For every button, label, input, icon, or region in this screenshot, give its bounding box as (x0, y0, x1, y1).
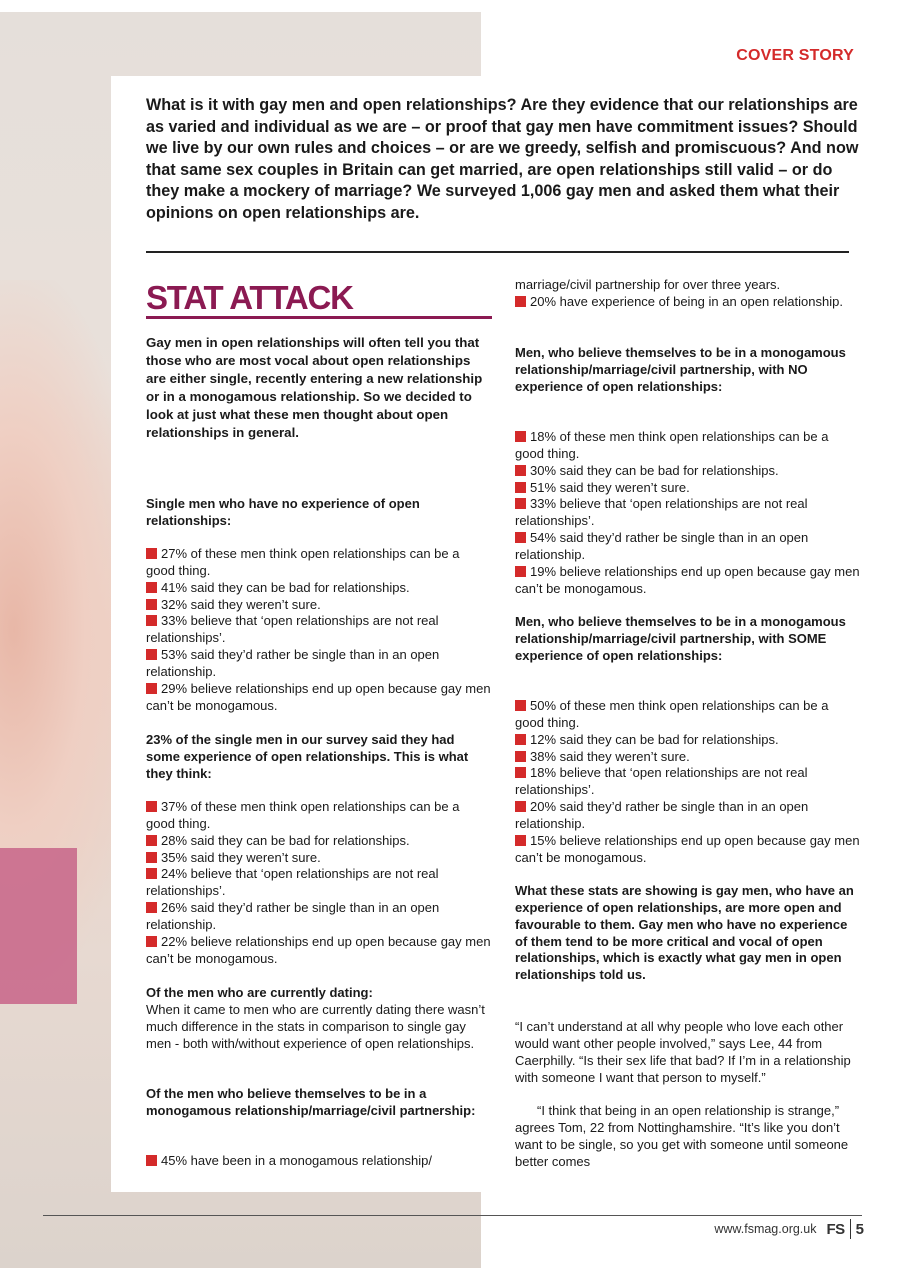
stat-item: 12% said they can be bad for relationships. (515, 732, 860, 749)
stat-item: 27% of these men think open relationships can be a good thing. (146, 546, 460, 578)
bullet-square-icon (146, 599, 157, 610)
section-heading-dating: Of the men who are currently dating: (146, 985, 373, 1000)
stat-item: 41% said they can be bad for relationships. (146, 580, 491, 597)
section-heading-single-some: 23% of the single men in our survey said they had some experience of open relationships. This is what they think: (146, 732, 469, 781)
bullet-square-icon (515, 751, 526, 762)
section-heading-monogamous: Of the men who believe themselves to be in a monogamous relationship/marriage/civil partnership: (146, 1086, 476, 1118)
stat-item: 30% said they can be bad for relationships. (515, 463, 860, 480)
stat-item: 35% said they weren’t sure. (146, 850, 491, 867)
stat-item: 37% of these men think open relationships can be a good thing. (146, 799, 460, 831)
footer-url: www.fsmag.org.uk (714, 1222, 817, 1236)
bullet-square-icon (515, 734, 526, 745)
page-number: 5 (855, 1220, 864, 1238)
footer-divider (43, 1215, 862, 1216)
bullet-square-icon (515, 767, 526, 778)
conclusion-paragraph: What these stats are showing is gay men, who have an experience of open relationships, are more open and favourable to them. Gay men who have no experience of them tend to be more critical and vocal of open relationships, which is exactly what gay men in open relationships told us. (515, 883, 854, 983)
lead-paragraph: Gay men in open relationships will often tell you that those who are most vocal about open relationships are either single, recently entering a new relationship or in a monogamous relationship. So we decided to look at just what these men thought about open relationships in general. (146, 335, 483, 440)
bullet-square-icon (515, 566, 526, 577)
bullet-square-icon (146, 1155, 157, 1166)
bullet-square-icon (146, 801, 157, 812)
section-label: COVER STORY (736, 47, 854, 64)
stat-item: 32% said they weren’t sure. (146, 597, 491, 614)
article-title: STAT ATTACK (146, 279, 353, 316)
intro-standfirst: What is it with gay men and open relationships? Are they evidence that our relationships are as varied and individual as we are – or proof that gay men have commitment issues? Should we live by our own rules and choices – or are we greedy, selfish and promiscuous? And now that same sex couples in Britain can get married, are open relationships still valid – or do they make a mockery of marriage? We surveyed 1,006 gay men and asked them what their opinions on open relationships are. (146, 96, 859, 222)
bullet-square-icon (515, 532, 526, 543)
bullet-square-icon (146, 615, 157, 626)
stat-item: 33% believe that ‘open relationships are not real relationships’. (515, 496, 808, 529)
stat-item: 18% believe that ‘open relationships are not real relationships’. (515, 765, 808, 798)
bullet-square-icon (515, 835, 526, 846)
bullet-square-icon (146, 868, 157, 879)
quote-lee: “I can’t understand at all why people who love each other would want other people involved,” says Lee, 44 from Caerphilly. “Is their sex life that bad? If I’m in a relationship with someone I want that person to myself.” (515, 1019, 851, 1085)
stat-list-mono-some (515, 698, 860, 866)
stat-item: 24% believe that ‘open relationships are not real relationships’. (146, 866, 439, 899)
page-footer (714, 1219, 864, 1239)
bullet-square-icon (515, 498, 526, 509)
bullet-square-icon (515, 296, 526, 307)
stat-item: 26% said they’d rather be single than in an open relationship. (146, 900, 440, 932)
stat-item: 29% believe relationships end up open because gay men can’t be monogamous. (146, 680, 491, 713)
bullet-square-icon (515, 482, 526, 493)
section-heading-mono-none: Men, who believe themselves to be in a monogamous relationship/marriage/civil partnership, with NO experience of open relationships: (515, 345, 846, 394)
stat-item: 19% believe relationships end up open because gay men can’t be monogamous. (515, 563, 860, 596)
dating-paragraph: When it came to men who are currently dating there wasn’t much difference in the stats in comparison to single gay men - both with/without experience of open relationships. (146, 1002, 485, 1051)
bullet-square-icon (146, 649, 157, 660)
bullet-square-icon (146, 936, 157, 947)
stat-item: 22% believe relationships end up open because gay men can’t be monogamous. (146, 933, 491, 966)
intro-divider (146, 251, 849, 253)
magazine-logo: FS (826, 1220, 845, 1238)
bullet-square-icon (146, 683, 157, 694)
stat-item: 20% have experience of being in an open relationship. (515, 294, 860, 311)
bullet-square-icon (515, 801, 526, 812)
stat-item: 33% believe that ‘open relationships are not real relationships’. (146, 613, 439, 646)
stat-item: 38% said they weren’t sure. (515, 749, 860, 766)
title-underline (146, 316, 492, 319)
stat-item-continued: marriage/civil partnership for over three years. (515, 277, 781, 292)
bullet-square-icon (146, 835, 157, 846)
stat-item: 50% of these men think open relationships can be a good thing. (515, 698, 829, 730)
stat-item: 53% said they’d rather be single than in an open relationship. (146, 647, 440, 679)
stat-item: 28% said they can be bad for relationships. (146, 833, 491, 850)
stat-list-single-some (146, 799, 491, 967)
stat-item: 20% said they’d rather be single than in an open relationship. (515, 799, 809, 831)
quote-tom: “I think that being in an open relationship is strange,” agrees Tom, 22 from Nottinghamshire. “It’s like you don’t want to be single, so you get with someone until someone better comes (515, 1103, 849, 1169)
bullet-square-icon (515, 431, 526, 442)
stat-list-mono-none (515, 429, 860, 597)
stat-item: 54% said they’d rather be single than in an open relationship. (515, 530, 809, 562)
decorative-pink-block (0, 848, 77, 1004)
stat-item: 45% have been in a monogamous relationship/ (146, 1153, 491, 1170)
bullet-square-icon (146, 902, 157, 913)
bullet-square-icon (146, 852, 157, 863)
bullet-square-icon (515, 700, 526, 711)
content-panel-top (481, 0, 904, 80)
stat-item: 51% said they weren’t sure. (515, 480, 860, 497)
bullet-square-icon (146, 548, 157, 559)
section-heading-single-none: Single men who have no experience of open relationships: (146, 496, 420, 528)
stat-item: 18% of these men think open relationships can be a good thing. (515, 429, 829, 461)
bullet-square-icon (146, 582, 157, 593)
stat-item: 15% believe relationships end up open because gay men can’t be monogamous. (515, 832, 860, 865)
bullet-square-icon (515, 465, 526, 476)
section-heading-mono-some: Men, who believe themselves to be in a monogamous relationship/marriage/civil partnership, with SOME experience of open relationships: (515, 614, 846, 663)
stat-list-single-none (146, 546, 491, 714)
footer-separator (850, 1219, 851, 1239)
